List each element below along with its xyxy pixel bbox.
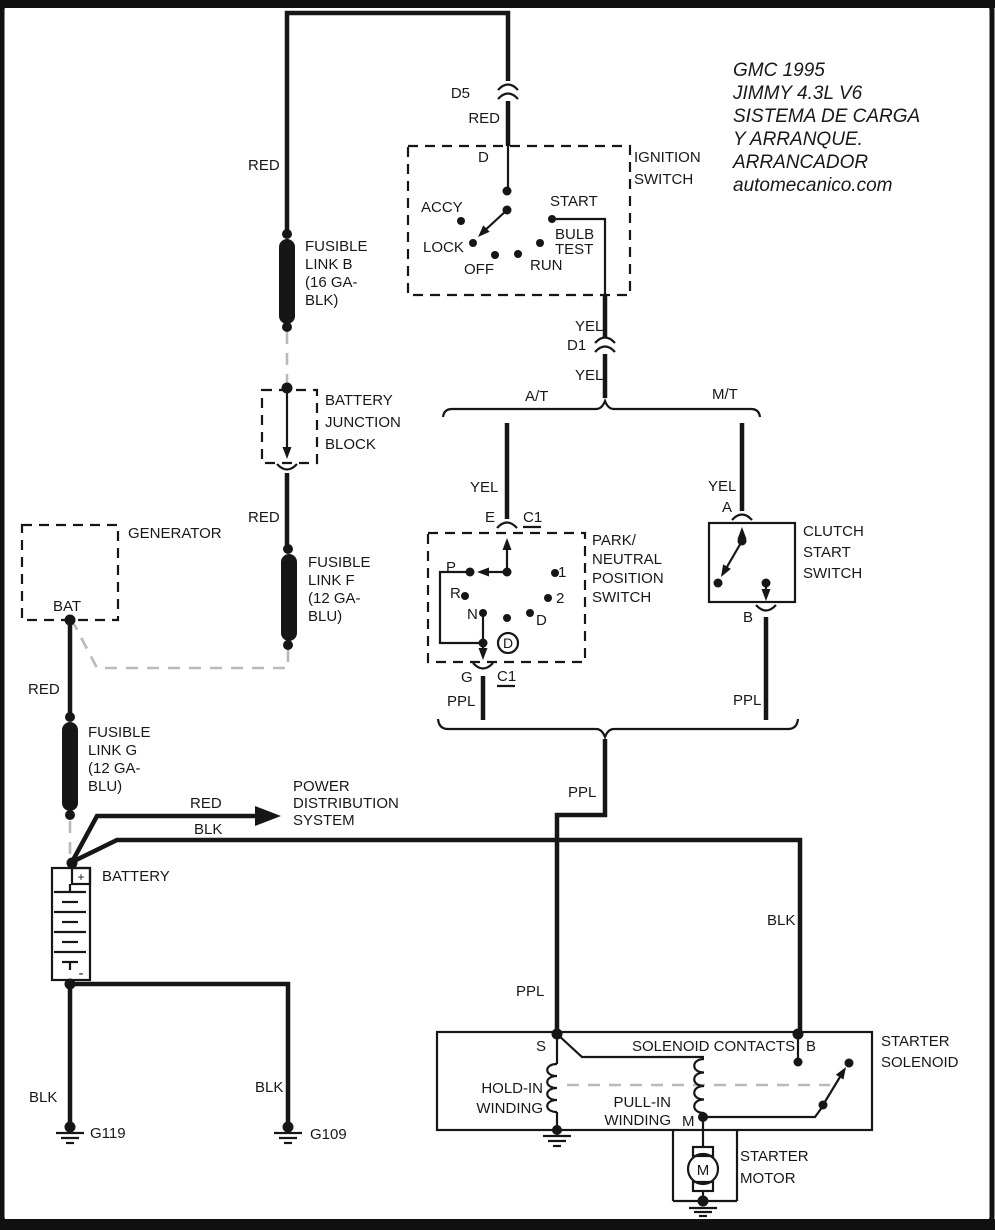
clutch-terminal-b-label: B: [743, 609, 754, 626]
battery-ground-wires: [29, 984, 347, 1143]
wire-color-ppl-mt: PPL: [733, 692, 762, 709]
generator-bat-terminal-label: BAT: [53, 598, 82, 615]
ground-starter-motor: [689, 1196, 717, 1217]
solenoid-terminal-b-label: B: [806, 1038, 817, 1055]
solenoid-terminal-s-label: S: [536, 1038, 547, 1055]
ground-g119: [56, 1122, 126, 1144]
wire-color-red-top: RED: [248, 157, 280, 174]
fusible-link-g-label-3: (12 GA-: [88, 760, 141, 777]
wire-color-yel-at: YEL: [470, 479, 499, 496]
hold-in-winding-label-2: WINDING: [476, 1100, 543, 1117]
fusible-link-g-label-1: FUSIBLE: [88, 724, 151, 741]
ignition-position-off: OFF: [464, 261, 494, 278]
connector-d1-arc-1: [595, 338, 615, 344]
pnp-position-1: 1: [558, 564, 567, 581]
pnp-terminal-e-label: E: [485, 509, 496, 526]
fusible-link-b-label-2: LINK B: [305, 256, 353, 273]
battery-junction-block-label-1: BATTERY: [325, 392, 393, 409]
ground-g119-label: G119: [90, 1125, 126, 1142]
generator: [22, 525, 222, 626]
starter-motor-label-1: STARTER: [740, 1148, 809, 1165]
starter-solenoid-label-2: SOLENOID: [881, 1054, 959, 1071]
pnp-label-3: POSITION: [592, 570, 664, 587]
hold-in-winding-label-1: HOLD-IN: [481, 1080, 543, 1097]
wire-color-red-mid: RED: [248, 509, 280, 526]
pnp-position-d: D: [536, 612, 547, 629]
ground-g109: [274, 1122, 347, 1144]
wire-color-red-d5: RED: [468, 110, 500, 127]
wire-color-yel-mt: YEL: [708, 478, 737, 495]
ground-hold-in: [543, 1125, 571, 1146]
battery-junction-block: [262, 383, 401, 470]
ignition-terminal-d-label: D: [478, 149, 489, 166]
at-branch-label: A/T: [525, 388, 549, 405]
pnp-position-p: P: [446, 559, 457, 576]
wire-color-ppl-center: PPL: [568, 784, 597, 801]
merge-brace: [438, 719, 798, 737]
ignition-switch-label-1: IGNITION: [634, 149, 701, 166]
wire-color-yel-upper: YEL: [575, 318, 604, 335]
fusible-link-b: [279, 229, 368, 332]
wire-color-red-arrow: RED: [190, 795, 222, 812]
title-line-3: SISTEMA DE CARGA: [733, 106, 921, 127]
fusible-link-f-label-2: LINK F: [308, 572, 355, 589]
generator-label: GENERATOR: [128, 525, 222, 542]
ground-g109-label: G109: [310, 1126, 347, 1143]
fusible-link-b-label-1: FUSIBLE: [305, 238, 368, 255]
pnp-position-n: N: [467, 606, 478, 623]
ignition-switch-label-2: SWITCH: [634, 171, 694, 188]
power-distribution-label-3: SYSTEM: [293, 812, 355, 829]
fusible-link-f: [248, 473, 371, 650]
pnp-connector-c1-bottom-label: C1: [497, 668, 517, 685]
wire-color-blk-right: BLK: [767, 912, 796, 929]
solenoid-terminal-m-label: M: [682, 1113, 695, 1130]
battery: [52, 858, 170, 990]
ignition-position-start: START: [550, 193, 598, 210]
wire-color-yel-lower: YEL: [575, 367, 604, 384]
yel-d1-feed: [443, 295, 760, 417]
pull-in-winding-label-1: PULL-IN: [613, 1094, 671, 1111]
fusible-link-f-label-3: (12 GA-: [308, 590, 361, 607]
wire-color-ppl-lower: PPL: [516, 983, 545, 1000]
starter-motor-label-2: MOTOR: [740, 1170, 796, 1187]
pnp-position-d-circled: D: [502, 635, 514, 651]
starter-motor: [673, 1117, 809, 1216]
pnp-label-4: SWITCH: [592, 589, 652, 606]
pnp-position-r: R: [450, 585, 461, 602]
ignition-position-test: TEST: [555, 241, 594, 258]
wire-color-ppl-at: PPL: [447, 693, 476, 710]
connector-d1-arc-2: [595, 347, 615, 353]
clutch-terminal-a-label: A: [722, 499, 733, 516]
title-line-6: automecanico.com: [733, 175, 893, 196]
pnp-label-2: NEUTRAL: [592, 551, 663, 568]
park-neutral-position-switch: [428, 423, 664, 720]
pnp-label-1: PARK/: [592, 532, 636, 549]
transmission-brace: [443, 401, 760, 417]
ignition-position-bulb: BULB: [555, 226, 595, 243]
motor-symbol-m: M: [696, 1162, 710, 1179]
battery-minus-sign: -: [78, 965, 84, 982]
starter-solenoid-label-1: STARTER: [881, 1033, 950, 1050]
hold-in-winding-coil: [547, 1064, 557, 1112]
battery-junction-block-label-3: BLOCK: [325, 436, 376, 453]
ignition-position-lock: LOCK: [423, 239, 464, 256]
title-line-2: JIMMY 4.3L V6: [733, 83, 863, 104]
power-distribution-label-1: POWER: [293, 778, 350, 795]
connector-d5-arc-2: [498, 94, 518, 100]
battery-junction-block-label-2: JUNCTION: [325, 414, 401, 431]
connector-d5-arc-1: [498, 85, 518, 91]
battery-plus-sign: +: [77, 870, 85, 884]
fusible-link-b-label-4: BLK): [305, 292, 339, 309]
wire-color-blk-g109: BLK: [255, 1079, 284, 1096]
clutch-switch-label-2: START: [803, 544, 851, 561]
wire-color-red-gen: RED: [28, 681, 60, 698]
pnp-terminal-g-label: G: [461, 669, 473, 686]
power-distribution-label-2: DISTRIBUTION: [293, 795, 399, 812]
ignition-position-run: RUN: [530, 257, 563, 274]
ppl-merge-run: [438, 719, 798, 1032]
ignition-switch: [408, 146, 701, 295]
fusible-link-b-label-3: (16 GA-: [305, 274, 358, 291]
title-block: [732, 60, 920, 196]
title-line-4: Y ARRANQUE.: [733, 129, 863, 150]
connector-d5-label: D5: [450, 85, 470, 102]
fusible-link-g-label-4: BLU): [88, 778, 123, 795]
solenoid-contacts-label: SOLENOID CONTACTS: [632, 1038, 796, 1055]
pnp-position-2: 2: [556, 590, 565, 607]
mechanical-link-f-generator: [74, 624, 288, 668]
ignition-position-accy: ACCY: [421, 199, 463, 216]
clutch-switch-label-3: SWITCH: [803, 565, 863, 582]
pnp-connector-c1-top-label: C1: [523, 509, 543, 526]
power-distribution-arrow: [255, 806, 281, 826]
top-feed-wires: [248, 13, 518, 235]
fusible-link-f-label-1: FUSIBLE: [308, 554, 371, 571]
title-line-5: ARRANCADOR: [733, 152, 869, 173]
starter-solenoid: [437, 1029, 959, 1147]
wire-color-blk-g119: BLK: [29, 1089, 58, 1106]
pull-in-winding-label-2: WINDING: [604, 1112, 671, 1129]
clutch-start-switch: [708, 423, 864, 720]
mt-branch-label: M/T: [712, 386, 738, 403]
title-line-1: GMC 1995: [733, 60, 825, 81]
fusible-link-f-label-4: BLU): [308, 608, 343, 625]
fusible-link-g: [28, 620, 151, 820]
battery-label: BATTERY: [102, 868, 170, 885]
clutch-switch-arm-arrow: [717, 564, 731, 579]
wire-color-blk-arrow: BLK: [194, 821, 223, 838]
connector-d1-label: D1: [567, 337, 587, 354]
fusible-link-g-label-2: LINK G: [88, 742, 138, 759]
power-distribution-feed: [72, 778, 800, 1032]
clutch-switch-label-1: CLUTCH: [803, 523, 864, 540]
